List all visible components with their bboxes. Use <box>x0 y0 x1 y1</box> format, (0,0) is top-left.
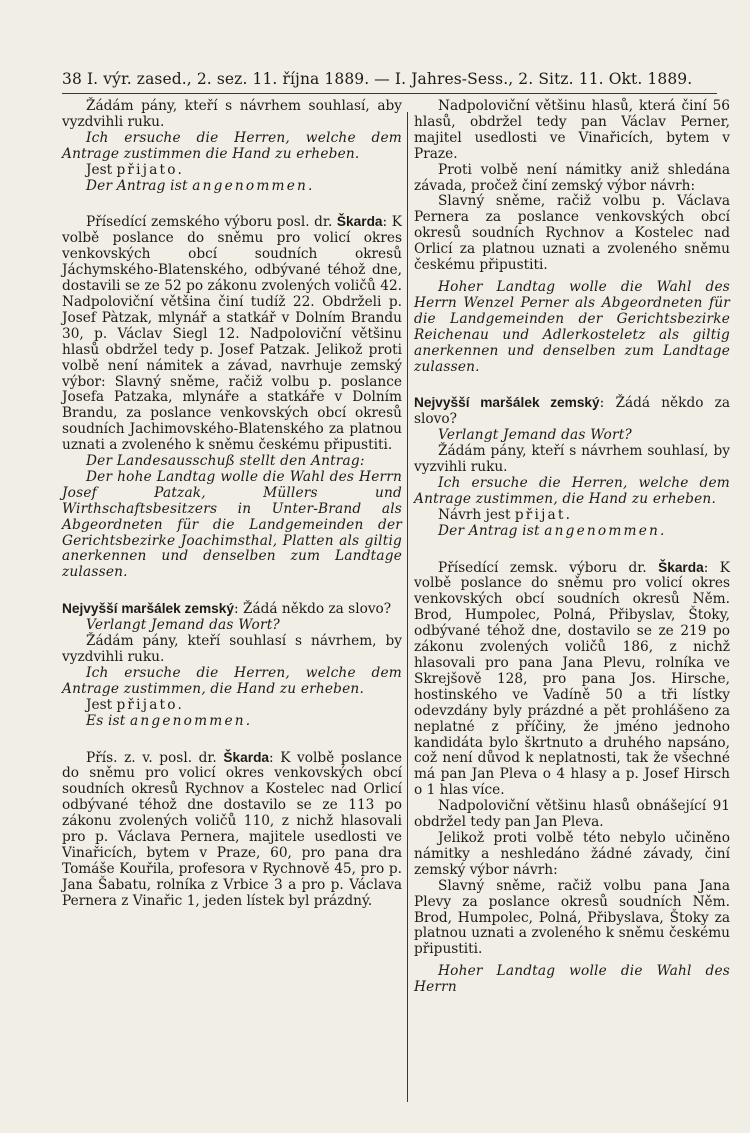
left-column <box>62 99 402 910</box>
motion-german-2: Hoher Landtag wolle die Wahl des Herrn <box>414 963 730 996</box>
result-czech: Jest přijato. <box>86 161 185 178</box>
skarda-report-1: Přísedící zemského výboru posl. dr. Škarda: K volbě poslance do sněmu pro volicí okres venkovských obcí soudních okresů Jáchymského-Blatenského, odbývané téhož dne, dostavili se ze 52 po zákonu zvolených voličů 42. Nadpoloviční většina činí tudíž 22. Obdrželi p. Josef Pàtzak, mlynář a statkář v Dolním Brandu 30, p. Václav Siegl 12. Nadpoloviční většinu hlasů obdržel tedy p. Josef Patzak. Jelikož proti volbě není námitek a závad, navrhuje zemský výbor: Slavný sněme, račiž volbu p. poslance Josefa Patzaka, mlynáře a statkáře v Dolním Brandu, za poslance venkovských obcí okresů soudních Jachimovského-Blatenského za platnou uznati a zvoleného k sněmu českému připustiti. <box>62 214 402 454</box>
skarda-report-2: Přís. z. v. posl. dr. Škarda: K volbě poslance do sněmu pro volicí okres venkovských obcí soudních okresů Rychnov a Kostelec nad Orlicí odbývané téhož dne dostavilo se ze 113 po zákonu zvolených voličů 110, z nichž hlasovali pro p. Václava Pernera, majitele usedlosti ve Vinařicích, bytem v Praze, 60, pro pana dra Tomáše Kouřila, profesora v Rychnově 45, pro p. Jana Šabatu, rolníka z Vrbice 3 a pro p. Václava Pernera z Vinařic 1, jeden lístek byl prázdný. <box>62 749 403 909</box>
motion-german: Hoher Landtag wolle die Wahl des Herrn Wenzel Perner als Abgeordneten für die Landgemeinden der Gerichtsbezirke Reichenau und Adlerkosteletz als giltig anerkennen und denselben zum Landtage zulassen. <box>414 278 730 375</box>
czech-vote-request-3: Žádám pány, kteří s návrhem souhlasí, by vyzvihli ruku. <box>414 443 730 476</box>
column-divider <box>407 112 408 1102</box>
result-german-3: Der Antrag ist angenommen. <box>438 522 667 539</box>
skarda-report-3: Přísedící zemsk. výboru dr. Škarda: K volbě poslance do sněmu pro volicí okres venkovských obcí soudních okresů Něm. Brod, Humpolec, Polná, Přibyslav, Štoky, odbývané téhož dne, dostavilo se ze 219 po zákonu zvolených voličů 186, z nichž hlasovali pro pana Jana Plevu, rolníka ve Skrejšově 128, pro pana Jos. Hirsche, hostinského ve Vadíně 50 a tři lístky odevzdány byly prázdné a pět prohlášeno za neplatné z příčiny, že jméno jednoho kandidáta bylo škrtnuto a druhého napsáno, což není důvod k neplatnosti, tak že všechné má pan Jan Pleva o 4 hlasy a p. Josef Hirsch o 1 hlas více. <box>414 559 730 799</box>
right-column <box>414 99 730 996</box>
result-german-2: Es ist angenommen. <box>86 712 253 729</box>
motion-czech: Slavný sněme, račiž volbu p. Václava Pernera za poslance venkovských obcí okresů soudních Rychnov a Kostelec nad Orlicí za platnou uznati a zvoleného sněmu českému připustiti. <box>414 193 730 274</box>
czech-vote-request: Žádám pány, kteří s návrhem souhlasí, aby vyzdvihli ruku. <box>62 98 402 130</box>
german-vote-request-3: Ich ersuche die Herren, welche dem Antrage zustimmen, die Hand zu erheben. <box>414 474 730 507</box>
no-objection-2: Jelikož proti volbě této nebylo učiněno námitky a neshledáno žádné závady, činí zemský výbor návrh: <box>414 829 730 878</box>
german-vote-request: Ich ersuche die Herren, welche dem Antrage zustimmen die Hand zu erheben. <box>62 129 402 162</box>
marshal-speech: Nejvyšší maršálek zemský: Žádá někdo za slovo? <box>62 601 392 618</box>
motion-czech-2: Slavný sněme, račiž volbu pana Jana Plevy za poslance okresů soudních Něm. Brod, Humpolec, Polná, Přibyslava, Štoky za platnou uznati a zvoleného k sněmu českému připustiti. <box>414 877 730 958</box>
result-czech-3: Návrh jest přijat. <box>438 506 573 523</box>
page-header: 38 I. výr. zased., 2. sez. 11. října 1889. — I. Jahres-Sess., 2. Sitz. 11. Okt. 1889. <box>62 70 693 88</box>
majority-result: Nadpoloviční většinu hlasů, která činí 56 hlasů, obdržel tedy pan Václav Perner, majitel usedlosti ve Vinařicích, bytem v Praze. <box>414 98 730 162</box>
header-rule <box>62 93 717 94</box>
word-request-german-2: Verlangt Jemand das Wort? <box>438 427 632 444</box>
landtag-motion-german: Der hohe Landtag wolle die Wahl des Herrn Josef Patzak, Müllers und Wirthschaftsbesitzers in Unter-Brand als Abgeordneten für die Landgemeinden der Gerichtsbezirke Joachimsthal, Platten als giltig anerkennen und denselben zum Landtage zulassen. <box>62 468 402 581</box>
german-vote-request-2: Ich ersuche die Herren, welche dem Antrage zustimmen, die Hand zu erheben. <box>62 664 402 697</box>
committee-motion-german: Der Landesausschuß stellt den Antrag: <box>86 453 365 470</box>
marshal-speech-2: Nejvyšší maršálek zemský: Žádá někdo za slovo? <box>414 395 731 428</box>
no-objection: Proti volbě není námitky aniž shledána závada, pročež činí zemský výbor návrh: <box>414 161 730 194</box>
result-czech-2: Jest přijato. <box>86 696 185 713</box>
czech-vote-request-2: Žádám pány, kteří souhlasí s návrhem, by vyzdvihli ruku. <box>62 633 402 665</box>
result-german: Der Antrag ist angenommen. <box>86 177 315 194</box>
word-request-german: Verlangt Jemand das Wort? <box>86 617 280 634</box>
majority-result-2: Nadpoloviční většinu hlasů obnášející 91 obdržel tedy pan Jan Pleva. <box>414 798 730 831</box>
